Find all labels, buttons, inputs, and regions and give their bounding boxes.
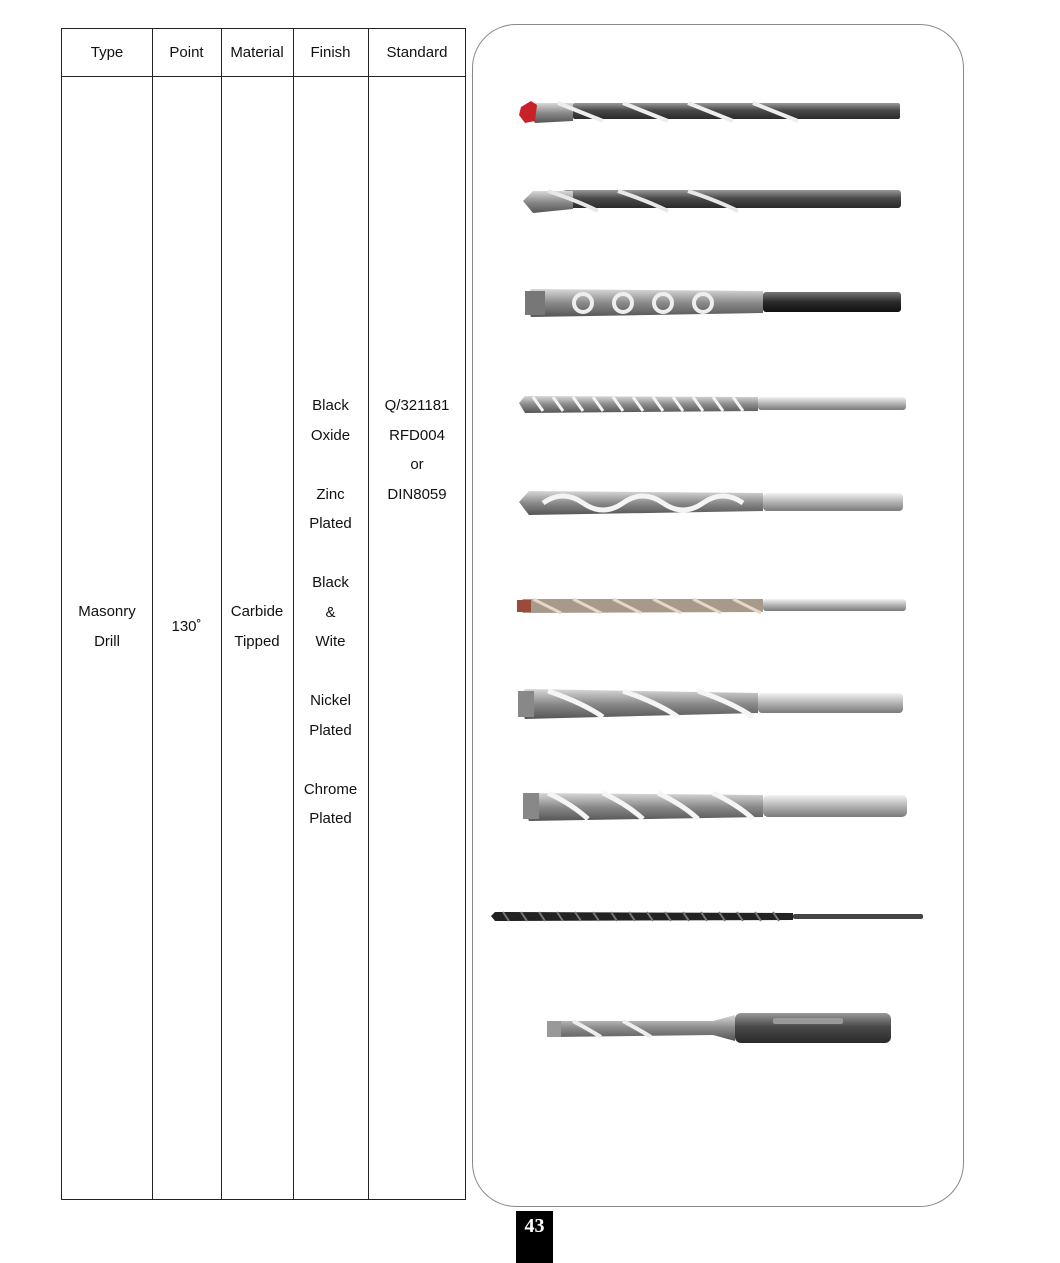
finish-line: Zinc — [316, 485, 345, 503]
material-line: Carbide — [230, 603, 284, 620]
drill-bit-6 — [517, 599, 906, 613]
type-line: Drill — [94, 632, 120, 650]
header-finish: Finish — [310, 44, 351, 61]
material-line: Tipped — [234, 632, 280, 650]
drill-illustrations — [473, 25, 964, 1207]
page-number: 43 — [516, 1211, 553, 1263]
drill-bit-5 — [519, 491, 903, 515]
drill-bit-7 — [518, 689, 903, 719]
type-line: Masonry — [78, 603, 136, 620]
finish-line: Plated — [309, 810, 352, 827]
header-point: Point — [169, 44, 204, 61]
drill-bit-1 — [519, 101, 900, 123]
drill-bit-9 — [491, 912, 923, 921]
finish-line: Chrome — [303, 780, 358, 798]
standard-line: Q/321181 — [384, 397, 450, 414]
finish-line — [293, 745, 368, 775]
drill-bit-10 — [547, 1013, 891, 1043]
finish-line: Wite — [315, 633, 346, 650]
finish-line: Nickel — [310, 692, 351, 709]
finish-line: Black — [312, 574, 349, 591]
drill-bit-8 — [523, 793, 907, 821]
finish-line: Oxide — [310, 426, 351, 444]
header-divider — [62, 76, 465, 77]
point-value — [152, 612, 221, 642]
finish-line — [293, 657, 368, 687]
spec-table — [61, 28, 466, 1200]
standard-line: or — [410, 456, 424, 473]
drill-bit-2 — [523, 190, 901, 213]
finish-value — [293, 391, 368, 834]
finish-line: & — [325, 603, 336, 621]
standard-value — [368, 391, 466, 509]
standard-line: RFD004 — [389, 426, 445, 444]
material-value — [221, 597, 293, 656]
column-divider — [368, 29, 369, 1199]
finish-line — [293, 539, 368, 569]
finish-line: Plated — [309, 515, 352, 532]
drill-bit-3 — [525, 289, 901, 317]
type-value — [62, 597, 152, 656]
header-type: Type — [90, 44, 124, 61]
drill-photo-panel — [472, 24, 964, 1207]
drill-bit-4 — [519, 396, 906, 413]
finish-line: Plated — [309, 721, 352, 739]
header-standard: Standard — [386, 44, 448, 61]
finish-line: Black — [312, 397, 349, 414]
header-material: Material — [230, 44, 284, 61]
standard-line: DIN8059 — [387, 485, 447, 503]
point-line: 130˚ — [171, 618, 202, 635]
finish-line — [293, 450, 368, 480]
